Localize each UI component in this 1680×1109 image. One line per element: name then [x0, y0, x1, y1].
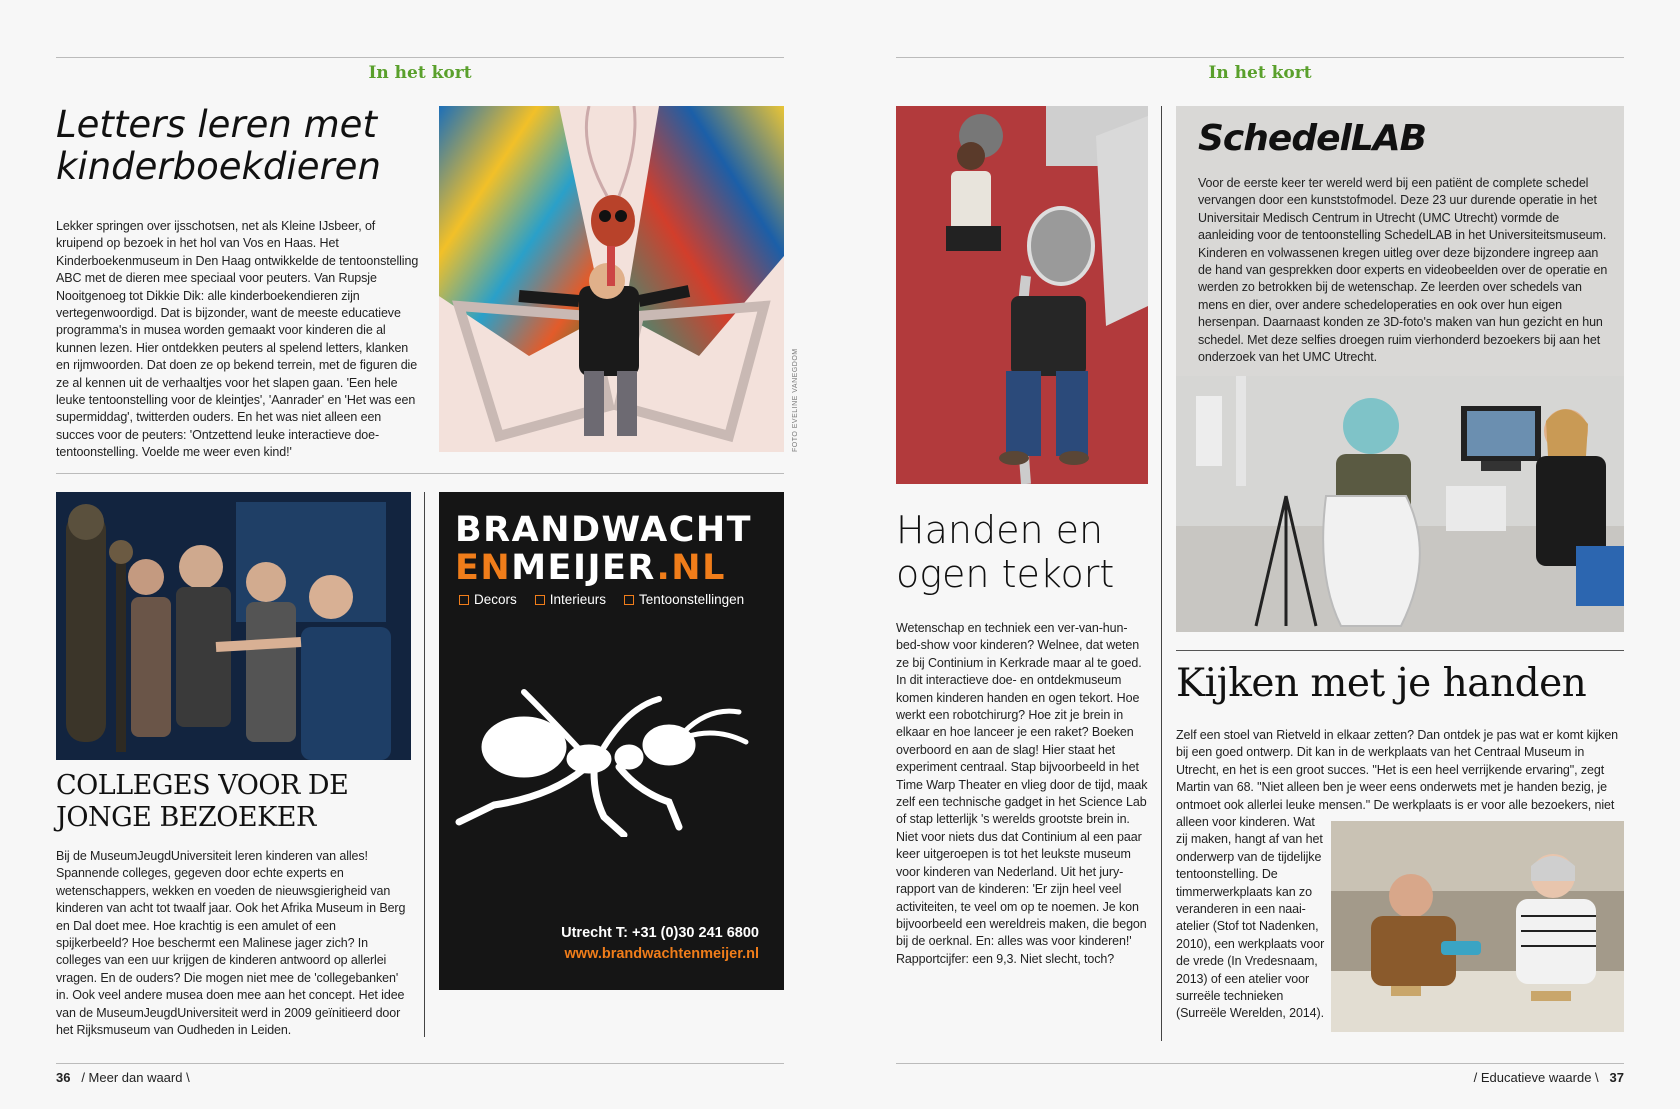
ad-logo-nl: .NL	[656, 548, 726, 588]
ad-phone: Utrecht T: +31 (0)30 241 6800	[561, 925, 759, 941]
ad-url[interactable]: www.brandwachtenmeijer.nl	[564, 946, 759, 962]
article2-title	[56, 770, 406, 834]
ad-logo-en: EN	[455, 548, 512, 588]
ad-logo-meijer: MEIJER	[511, 548, 657, 588]
article5-rule	[1176, 650, 1624, 651]
article2-title-line1: COLLEGES VOOR DE	[56, 770, 349, 801]
ad-service-decors: Decors	[459, 592, 517, 607]
section-name-left: / Meer dan waard \	[81, 1070, 190, 1085]
kicker-right: In het kort	[1208, 63, 1312, 83]
ad-logo-line2	[455, 548, 726, 588]
schedellab-box	[1176, 106, 1624, 632]
article3-title-line2: ogen tekort	[896, 552, 1115, 596]
article1-title	[56, 104, 426, 188]
continium-photo	[896, 106, 1148, 484]
article4-body: Voor de eerste keer ter wereld werd bij een patiënt de complete schedel vervangen door een kunststofmodel. Deze 23 uur durende operatie in het Universitair Medisch Centrum in Utrecht (UMC Utrecht) vormde de aanleiding voor de tentoonstelling SchedelLAB in het Universiteitsmuseum. Kinderen en volwassenen kregen uitleg over deze bijzondere ingreep aan de hand van gesprekken door experts en videobeelden over de operatie en werden zo betrokken bij de wetenschap. Ze leerden over schedels van mens en dier, over andere schedeloperaties en ook over hun eigen hersenpan. Daarnaast konden ze 3D-foto's maken van hun gezicht en hun schedel. Met deze selfies droegen ruim vierhonderd bezoekers bij aan het onderzoek van het UMC Utrecht.	[1198, 176, 1608, 365]
page-number-right: 37	[1609, 1070, 1624, 1085]
middle-rule-left	[56, 473, 784, 474]
workshop-photo	[1331, 821, 1624, 1032]
article1-title-line2: kinderboekdieren	[56, 145, 381, 188]
ad-services	[459, 592, 744, 607]
ad-logo-line1: BRANDWACHT	[455, 510, 753, 550]
page-folio-right	[896, 1070, 1624, 1085]
butterfly-photo	[439, 106, 784, 452]
page-number-left: 36	[56, 1070, 71, 1085]
section-name-right: / Educatieve waarde \	[1473, 1070, 1599, 1085]
page-folio-left	[56, 1070, 190, 1085]
article2-title-line2: JONGE BEZOEKER	[56, 802, 316, 833]
article3-title	[896, 508, 1156, 596]
ad-service-interieurs: Interieurs	[535, 592, 606, 607]
bottom-rule-right	[896, 1063, 1624, 1064]
ad-service-tentoonstellingen: Tentoonstellingen	[624, 592, 744, 607]
article4-title: SchedelLAB	[1198, 118, 1427, 159]
column-rule-right	[1161, 106, 1162, 1041]
article3-title-line1: Handen en	[896, 508, 1104, 552]
article5-title: Kijken met je handen	[1176, 661, 1587, 706]
top-rule-right	[896, 57, 1624, 58]
kicker-left: In het kort	[368, 63, 472, 83]
bottom-rule-left	[56, 1063, 784, 1064]
article1-title-line1: Letters leren met	[56, 103, 377, 146]
article2-body: Bij de MuseumJeugdUniversiteit leren kinderen van alles! Spannende colleges, gegeven door echte experts en wetenschappers, wekken en voeden de nieuwsgierigheid van kinderen van acht tot twaalf jaar. Ook het Afrika Museum in Berg en Dal doet mee. Hoe krachtig is een amulet of een spijkerbeeld? Hoe beschermt een Malinese jager zich? In colleges van een uur krijgen de kinderen antwoord op allerlei vragen. En de ouders? Die mogen niet mee de 'collegebanken' in. Ook veel andere musea doen mee aan het concept. Het idee van de MuseumJeugdUniversiteit werd in 2009 geïnitieerd door het Rijksmuseum van Oudheden in Leiden.	[56, 849, 406, 1038]
top-rule-left	[56, 57, 784, 58]
museum-children-photo	[56, 492, 411, 760]
brandwacht-ad[interactable]	[439, 492, 784, 990]
checkbox-icon	[624, 595, 634, 605]
article5-body-side: alleen voor kinderen. Wat zij maken, hangt af van het onderwerp van de tijdelijke tentoonstelling. De timmerwerkplaats kan zo veranderen in een naai-atelier (Stof tot Nadenken, 2010), een werkplaats voor de vrede (In Vredesnaam, 2013) of een atelier voor surreële technieken (Surreële Werelden, 2014).	[1176, 815, 1325, 1021]
checkbox-icon	[459, 595, 469, 605]
article1-body: Lekker springen over ijsschotsen, net als Kleine IJsbeer, of kruipend op bezoek in het hol van Vos en Haas. Het Kinderboekenmuseum in Den Haag ontwikkelde de tentoonstelling ABC met de dieren mee speciaal voor peuters. Van Rupsje Nooitgenoeg tot Dikkie Dik: alle kinderboekendieren zijn vertegenwoordigd. Dat is bijzonder, want de meeste educatieve programma's in musea worden gemaakt voor kinderen die al kunnen lezen. Hier ontdekken peuters al spelend letters, klanken en rijmwoorden. Dat doen ze op bekend terrein, met de figuren die ze al kennen uit de verhaaltjes voor het slapen gaan. 'Een hele leuke tentoonstelling voor de kleintjes', 'Aanrader' en 'Het was een supermiddag', twitterden ouders. En het was niet alleen een succes voor de peuters: 'Ontzettend leuke interactieve doe-tentoonstelling. Voelde me weer even kind!'	[56, 219, 419, 460]
checkbox-icon	[535, 595, 545, 605]
article5-body-top: Zelf een stoel van Rietveld in elkaar zetten? Dan ontdek je pas wat er komt kijken bij een goed ontwerp. Dit kan in de werkplaats van het Centraal Museum in Utrecht, en het is een groot succes. "Het is een heel verrijkende ervaring", zegt Martin van 68. "Niet alleen ben je weer eens onderwets met je handen bezig, je ontmoet ook allerlei leuke mensen." De werkplaats is er voor alle bezoekers, niet	[1176, 728, 1619, 812]
ant-icon	[454, 687, 754, 837]
column-rule-left	[424, 492, 425, 1037]
article3-body: Wetenschap en techniek een ver-van-hun-bed-show voor kinderen? Welnee, dat weten ze bij Continium in Kerkrade maar al te goed. In dit interactieve doe- en ontdekmuseum komen kinderen handen en ogen tekort. Hoe werkt een robotchirurg? Hoe zit je brein in elkaar en hoe lanceer je een raket? Boeken overboord en aan de slag! Hier staat het experiment centraal. Stap bijvoorbeeld in het Time Warp Theater en vlieg door de tijd, maak zelf een technische gadget in het Science Lab of stap letterlijk 's werelds grootste brein in. Niet voor niets dus dat Continium al een paar keer uitgeroepen is tot het leukste museum voor kinderen van Nederland. Uit het jury-rapport van de kinderen: 'Er zijn heel veel activiteiten, te veel om op te noemen. Je kon bijvoorbeeld een wereldreis maken, die begon bij de oerknal. En: alles was voor kinderen!' Rapportcijfer: een 9,3. Niet slecht, toch?	[896, 621, 1148, 966]
schedellab-photo	[1176, 376, 1624, 632]
photo-credit: FOTO EVELINE VANEGDOM	[792, 348, 799, 452]
